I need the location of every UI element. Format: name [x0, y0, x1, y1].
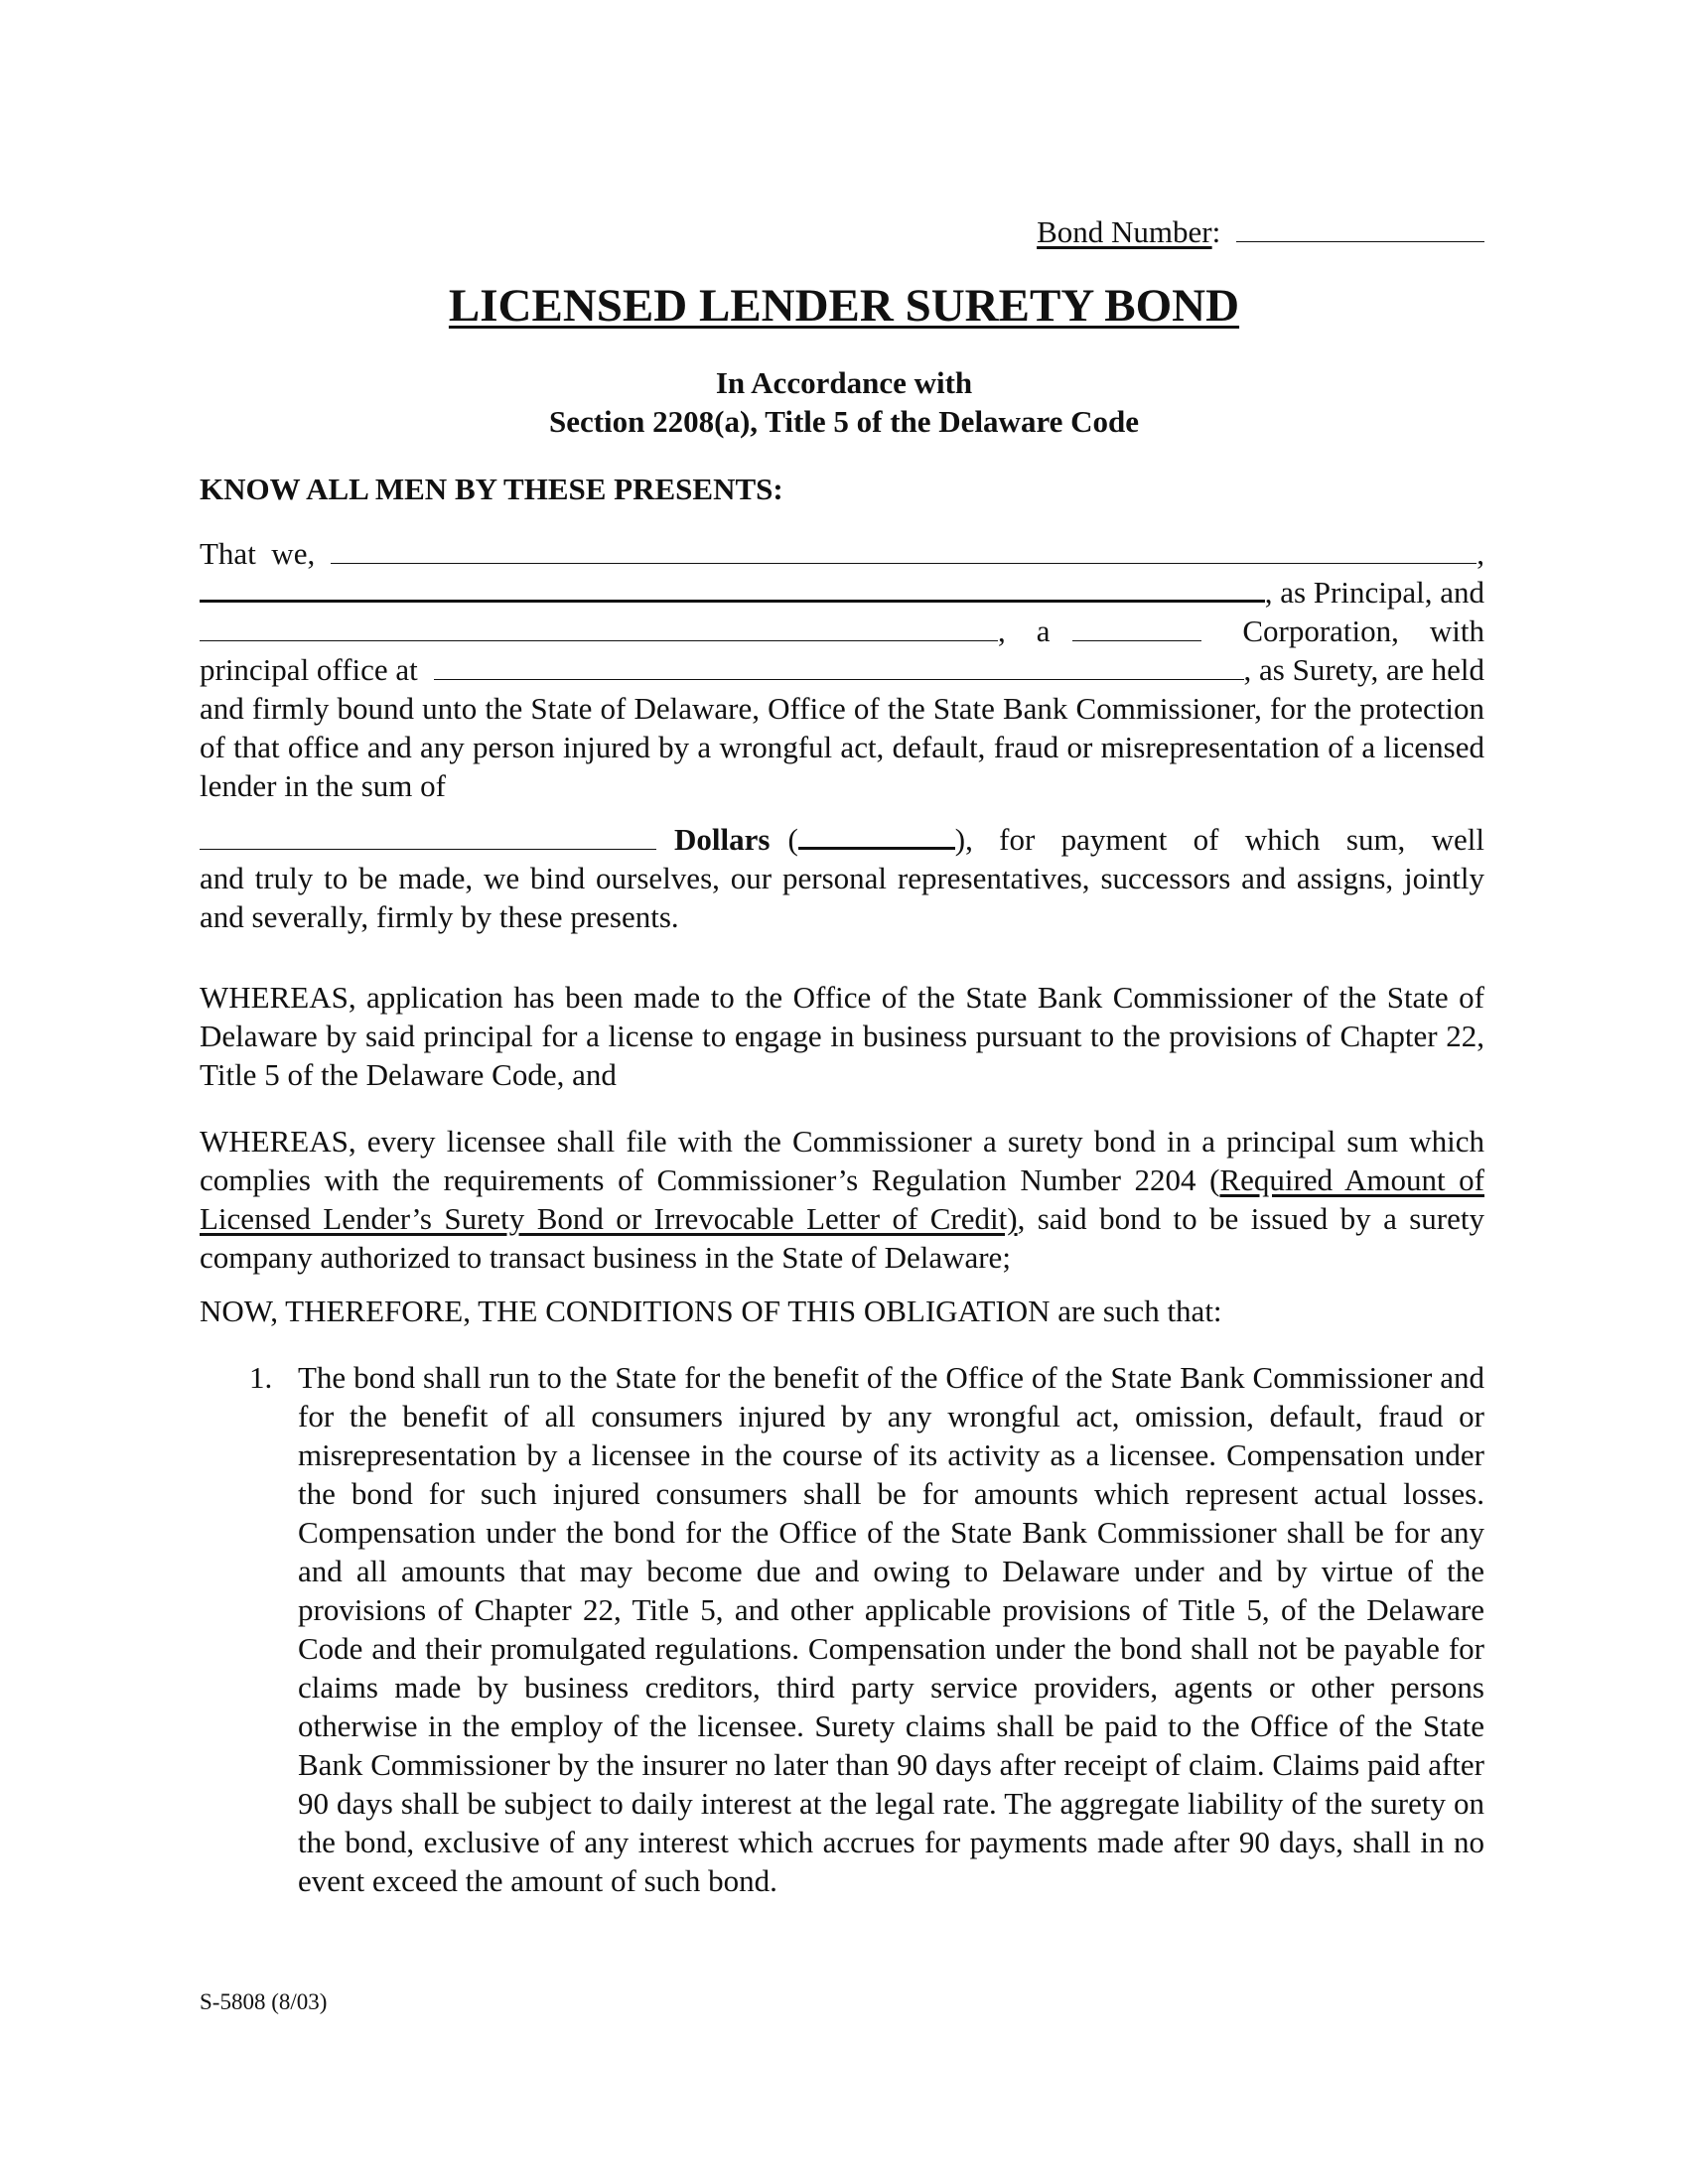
- title-text: LICENSED LENDER SURETY BOND: [448, 280, 1240, 332]
- intro-line-1: [200, 534, 1484, 573]
- intro-line-4: [200, 650, 1484, 689]
- now-therefore: NOW, THEREFORE, THE CONDITIONS OF THIS OBLIGATION are such that:: [200, 1294, 1222, 1328]
- whereas2-after: , said bond to be issued by a surety company authorized to transact business in the State of Delaware;: [200, 1201, 1485, 1275]
- dollars-body: and truly to be made, we bind ourselves, our personal representatives, successors and assigns, jointly and severally, firmly by these presents.: [200, 861, 1484, 934]
- amount-words-field[interactable]: [200, 849, 656, 850]
- principal-office-field[interactable]: [434, 679, 1244, 680]
- dollars-block: [200, 820, 1484, 936]
- amount-numeric-field[interactable]: [798, 847, 955, 850]
- whereas-paragraph-1: WHEREAS, application has been made to the Office of the State Bank Commissioner of the State of Delaware by said principal for a license to engage in business pursuant to the provisions of Chapter 22, Title 5 of the Delaware Code, and: [200, 980, 1484, 1092]
- subtitle-line-1: In Accordance with: [715, 365, 973, 400]
- principal-name-field-2[interactable]: [200, 600, 1265, 603]
- surety-name-field[interactable]: [200, 640, 998, 641]
- as-principal-text: , as Principal, and: [1264, 575, 1484, 610]
- document-title: [0, 278, 1688, 334]
- condition-item: [249, 1358, 1484, 1900]
- dollars-label: Dollars: [674, 822, 771, 857]
- condition-text: The bond shall run to the State for the benefit of the Office of the State Bank Commissioner and for the benefit of all consumers injured by any wrongful act, omission, default, fraud or misrepresentation by a licensee in the course of its activity as a licensee. Compensation under the bond for such injured consumers shall be for amounts which represent actual losses. Compensation under the bond for the Office of the State Bank Commissioner shall be for any and all amounts that may become due and owing to Delaware under and by virtue of the provisions of Chapter 22, Title 5, and other applicable provisions of Title 5, of the Delaware Code and their promulgated regulations. Compensation under the bond shall not be payable for claims made by business creditors, third party service providers, agents or other persons otherwise in the employ of the licensee. Surety claims shall be paid to the Office of the State Bank Commissioner by the insurer no later than 90 days after receipt of claim. Claims paid after 90 days shall be subject to daily interest at the legal rate. The aggregate liability of the surety on the bond, exclusive of any interest which accrues for payments made after 90 days, shall in no event exceed the amount of such bond.: [298, 1360, 1484, 1898]
- dollars-line: [200, 820, 1484, 859]
- state-of-incorporation-field[interactable]: [1072, 640, 1201, 641]
- condition-number: 1.: [249, 1360, 273, 1395]
- that-we-text: That we,: [200, 536, 316, 571]
- bond-number-row: [1037, 212, 1484, 251]
- intro-body: and firmly bound unto the State of Delaware, Office of the State Bank Commissioner, for the protection of that office and any person injured by a wrongful act, default, fraud or misrepresentation of a licensed lender in the sum of: [200, 691, 1484, 803]
- regulation-title: Required Amount of Licensed Lender’s Surety Bond or Irrevocable Letter of Credit): [200, 1162, 1484, 1236]
- open-paren: (: [787, 822, 798, 857]
- as-surety-text: , as Surety, are held: [1243, 652, 1484, 687]
- subtitle: [0, 363, 1688, 441]
- principal-office-text: principal office at: [200, 652, 418, 687]
- know-all-heading: KNOW ALL MEN BY THESE PRESENTS:: [200, 472, 783, 506]
- intro-line-2: [200, 573, 1484, 612]
- bond-number-label: Bond Number: [1037, 214, 1212, 249]
- intro-line-3: [200, 612, 1484, 650]
- bond-number-colon: :: [1211, 214, 1221, 249]
- principal-name-field[interactable]: [331, 563, 1477, 564]
- form-number: S-5808 (8/03): [200, 1989, 328, 2014]
- comma-text: ,: [1477, 536, 1484, 571]
- corporation-with-text: Corporation, with: [1242, 614, 1484, 648]
- dollars-after-text: ), for payment of which sum, well: [954, 822, 1484, 857]
- comma-a-text: , a: [998, 614, 1051, 648]
- subtitle-line-2: Section 2208(a), Title 5 of the Delaware Code: [548, 404, 1140, 439]
- intro-block: [200, 534, 1484, 805]
- whereas-paragraph-2: [200, 1122, 1484, 1277]
- bond-number-field[interactable]: [1236, 215, 1484, 242]
- whereas2-before: WHEREAS, every licensee shall file with the Commissioner a surety bond in a principal sum which complies with the requirements of Commissioner’s Regulation Number 2204 (: [200, 1124, 1484, 1197]
